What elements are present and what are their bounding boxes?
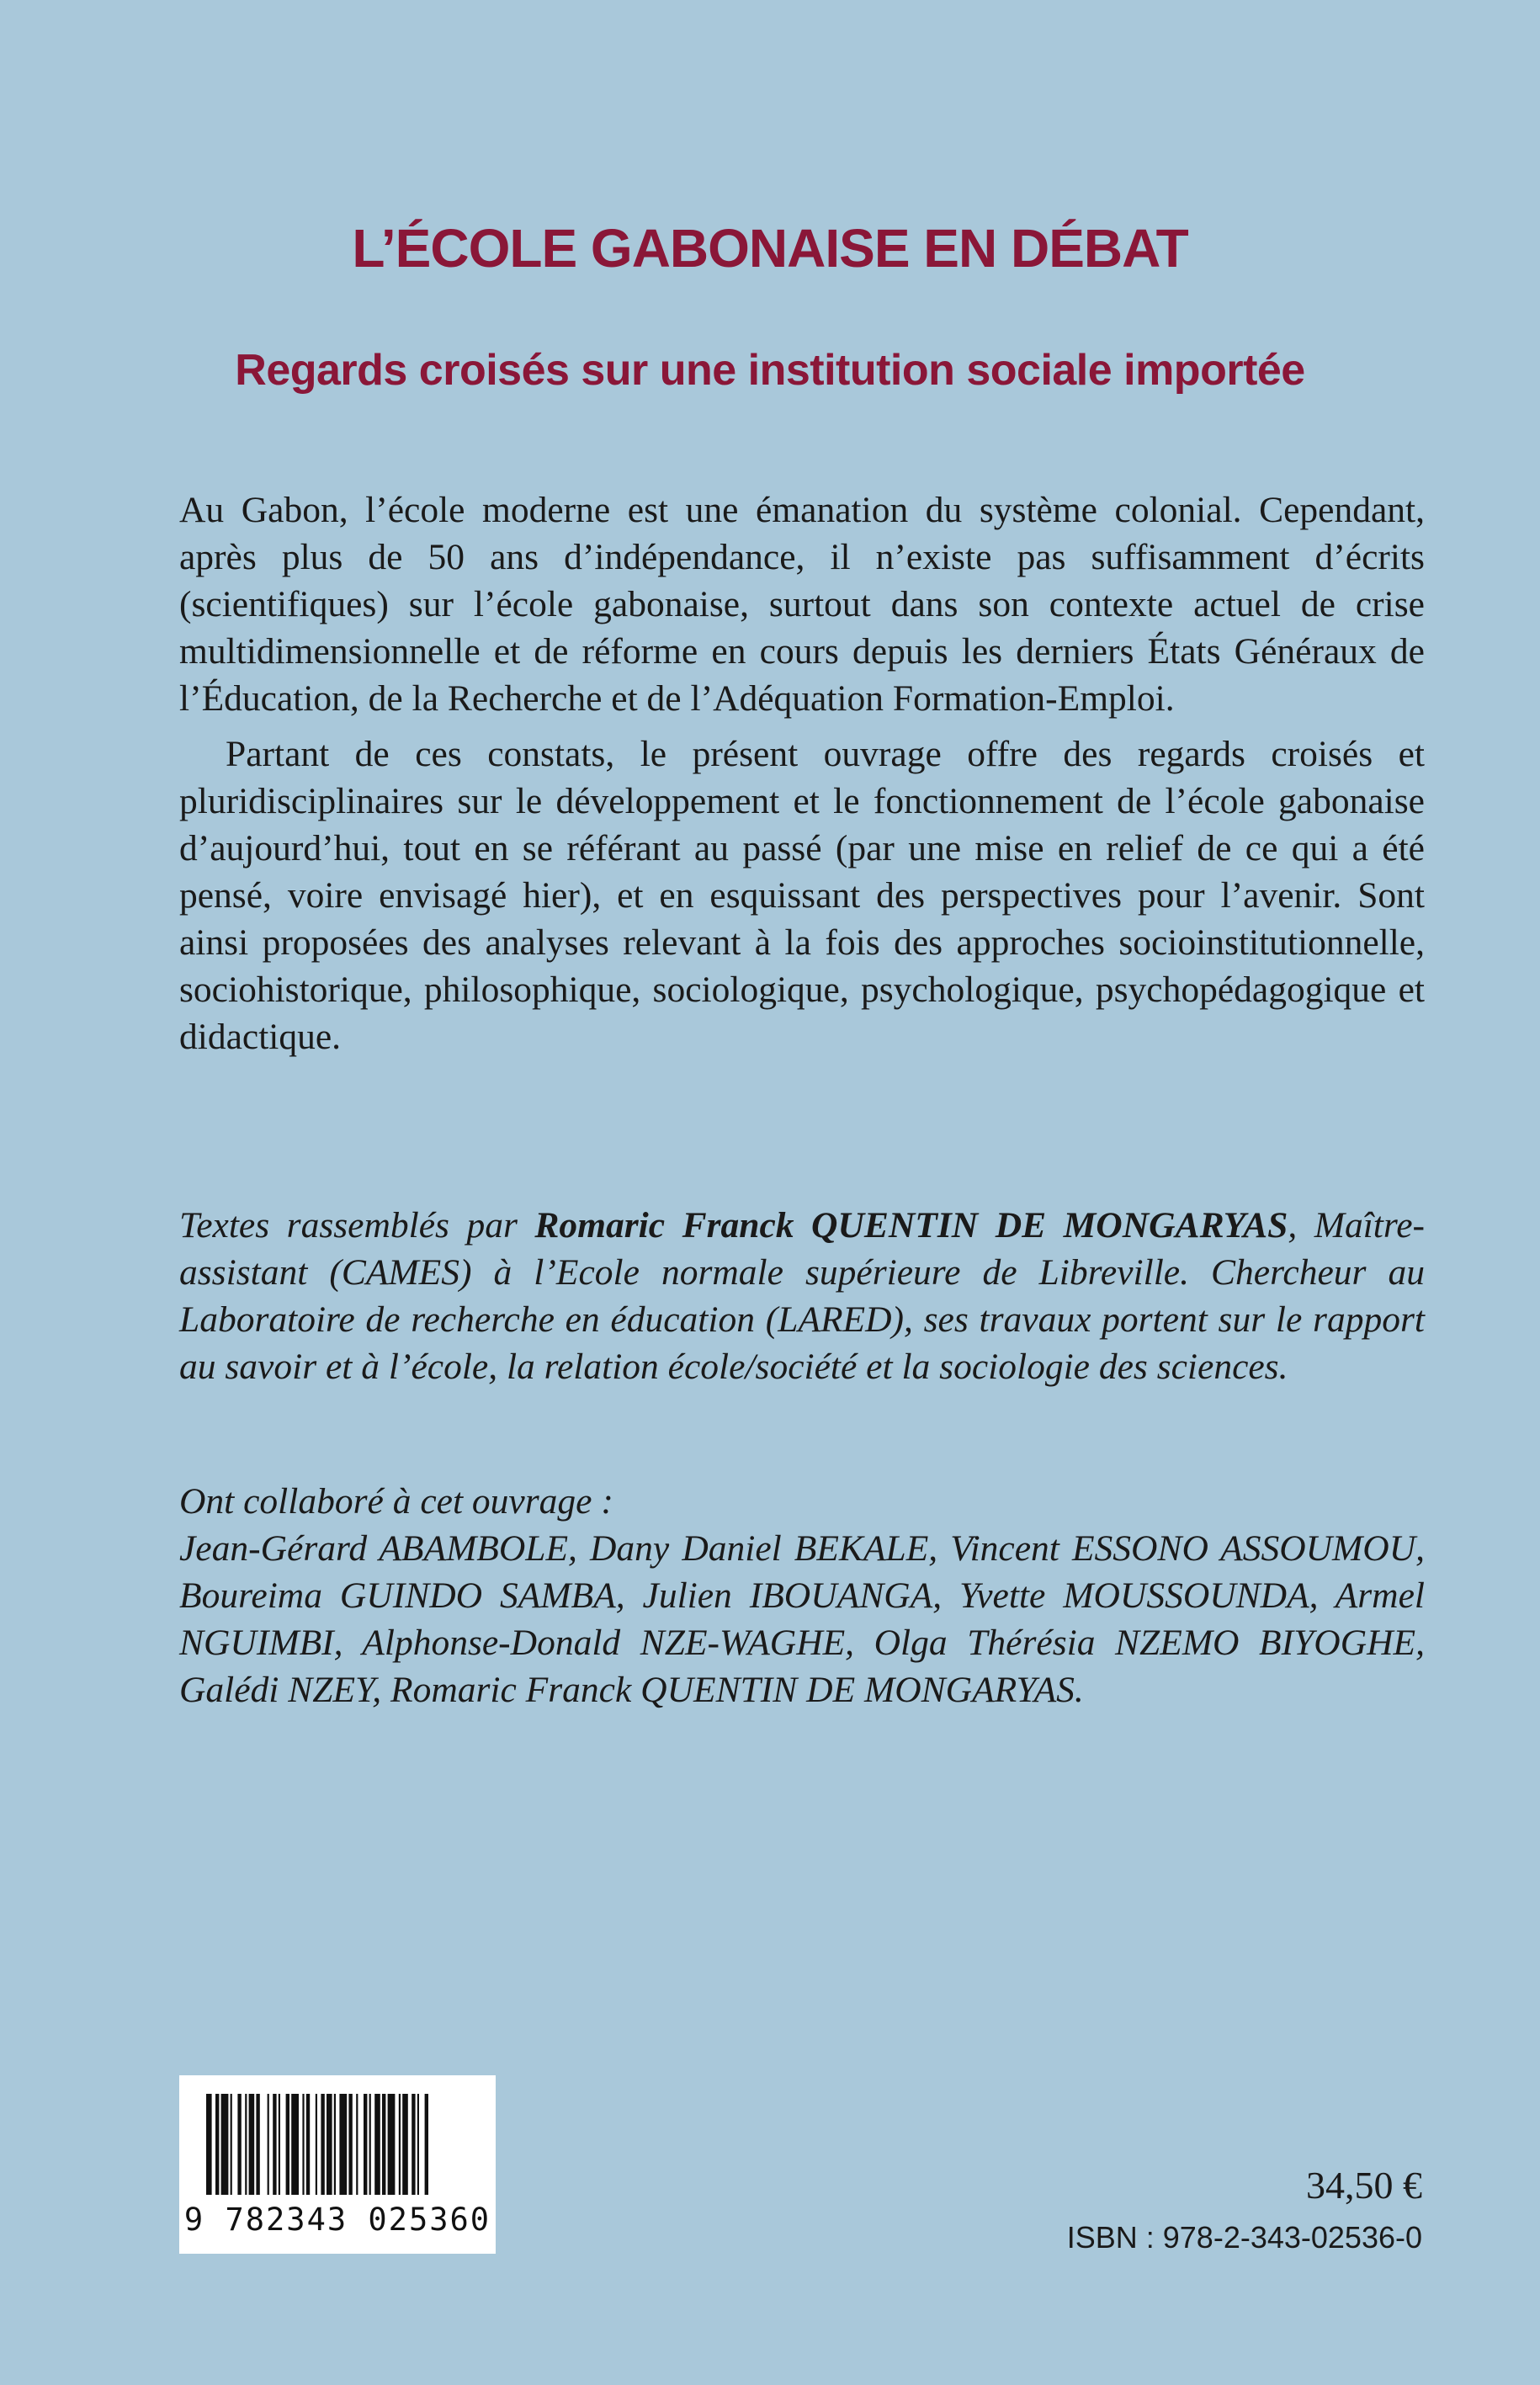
barcode-bar <box>321 2094 324 2195</box>
collaborators-heading: Ont collaboré à cet ouvrage : <box>179 1481 613 1522</box>
book-subtitle: Regards croisés sur une institution sociale importée <box>235 346 1305 395</box>
barcode-bar <box>302 2094 304 2195</box>
bio-text: , Maître-assistant (CAMES) à l’Ecole normale supérieure de Libreville. Chercheur au Laboratoire de recherche en éducation (LARED), ses travaux portent sur le rapport au savoir et à l’école, la relation école/société et la sociologie des sciences. <box>179 1205 1425 1387</box>
blurb <box>179 486 1425 1060</box>
barcode-digits: 9 782343 025360 <box>183 2202 491 2238</box>
barcode-bar <box>327 2094 332 2195</box>
barcode-bar <box>268 2094 269 2195</box>
barcode-bar <box>334 2094 336 2195</box>
blurb-paragraph-1: Au Gabon, l’école moderne est une émanation du système colonial. Cependant, après plus de 50 ans d’indépendance, il n’existe pas suffisamment d’écrits (scientifiques) sur l’école gabonaise, surtout dans son contexte actuel de crise multidimensionnelle et de réforme en cours depuis les derniers États Généraux de l’Éducation, de la Recherche et de l’Adéquation Formation-Emploi. <box>179 490 1425 719</box>
barcode-bar <box>425 2094 428 2195</box>
barcode-bar <box>339 2094 347 2195</box>
barcode <box>179 2075 496 2254</box>
barcode-bar <box>306 2094 310 2195</box>
barcode-bar <box>369 2094 371 2195</box>
barcode-bar <box>388 2094 396 2195</box>
barcode-bar <box>364 2094 367 2195</box>
barcode-bar <box>221 2094 229 2195</box>
bio-prefix: Textes rassemblés par <box>179 1205 535 1246</box>
barcode-bar <box>382 2094 385 2195</box>
barcode-bar <box>273 2094 276 2195</box>
barcode-bar <box>245 2094 247 2195</box>
price: 34,50 € <box>1306 2164 1422 2207</box>
barcode-bar <box>399 2094 401 2195</box>
barcode-bar <box>348 2094 352 2195</box>
barcode-bar <box>286 2094 289 2195</box>
barcode-bar <box>417 2094 419 2195</box>
barcode-bar <box>249 2094 255 2195</box>
blurb-paragraph-2: Partant de ces constats, le présent ouvrage offre des regards croisés et pluridisciplinaires sur le développement et le fonctionnement de l’école gabonaise d’aujourd’hui, tout en se référant au passé (par une mise en relief de ce qui a été pensé, voire envisagé hier), et en esquissant des perspectives pour l’avenir. Sont ainsi proposées des analyses relevant à la fois des approches socioinstitutionnelle, sociohistorique, philosophique, sociologique, psychologique, psychopédagogique et didactique. <box>179 734 1425 1057</box>
barcode-bar <box>374 2094 380 2195</box>
collaborators-names: Jean-Gérard ABAMBOLE, Dany Daniel BEKALE, Vincent ESSONO ASSOUMOU, Boureima GUINDO SAMBA, Julien IBOUANGA, Yvette MOUSSOUNDA, Armel NGUIMBI, Alphonse-Donald NZE-WAGHE, Olga Thérésia NZEMO BIYOGHE, Galédi NZEY, Romaric Franck QUENTIN DE MONGARYAS. <box>179 1528 1425 1710</box>
isbn: ISBN : 978-2-343-02536-0 <box>1066 2220 1422 2255</box>
barcode-bar <box>291 2094 299 2195</box>
barcode-bar <box>279 2094 280 2195</box>
editor-bio <box>179 1202 1425 1390</box>
collaborators <box>179 1478 1425 1713</box>
book-title: L’ÉCOLE GABONAISE EN DÉBAT <box>352 218 1188 279</box>
editor-name: Romaric Franck QUENTIN DE MONGARYAS <box>534 1205 1288 1246</box>
barcode-bar <box>412 2094 415 2195</box>
barcode-bar <box>206 2094 212 2195</box>
barcode-bar <box>356 2094 358 2195</box>
barcode-bar <box>316 2094 317 2195</box>
barcode-bar <box>215 2094 219 2195</box>
barcode-bar <box>402 2094 408 2195</box>
barcode-bar <box>231 2094 232 2195</box>
barcode-bar <box>256 2094 259 2195</box>
barcode-bar <box>237 2094 241 2195</box>
